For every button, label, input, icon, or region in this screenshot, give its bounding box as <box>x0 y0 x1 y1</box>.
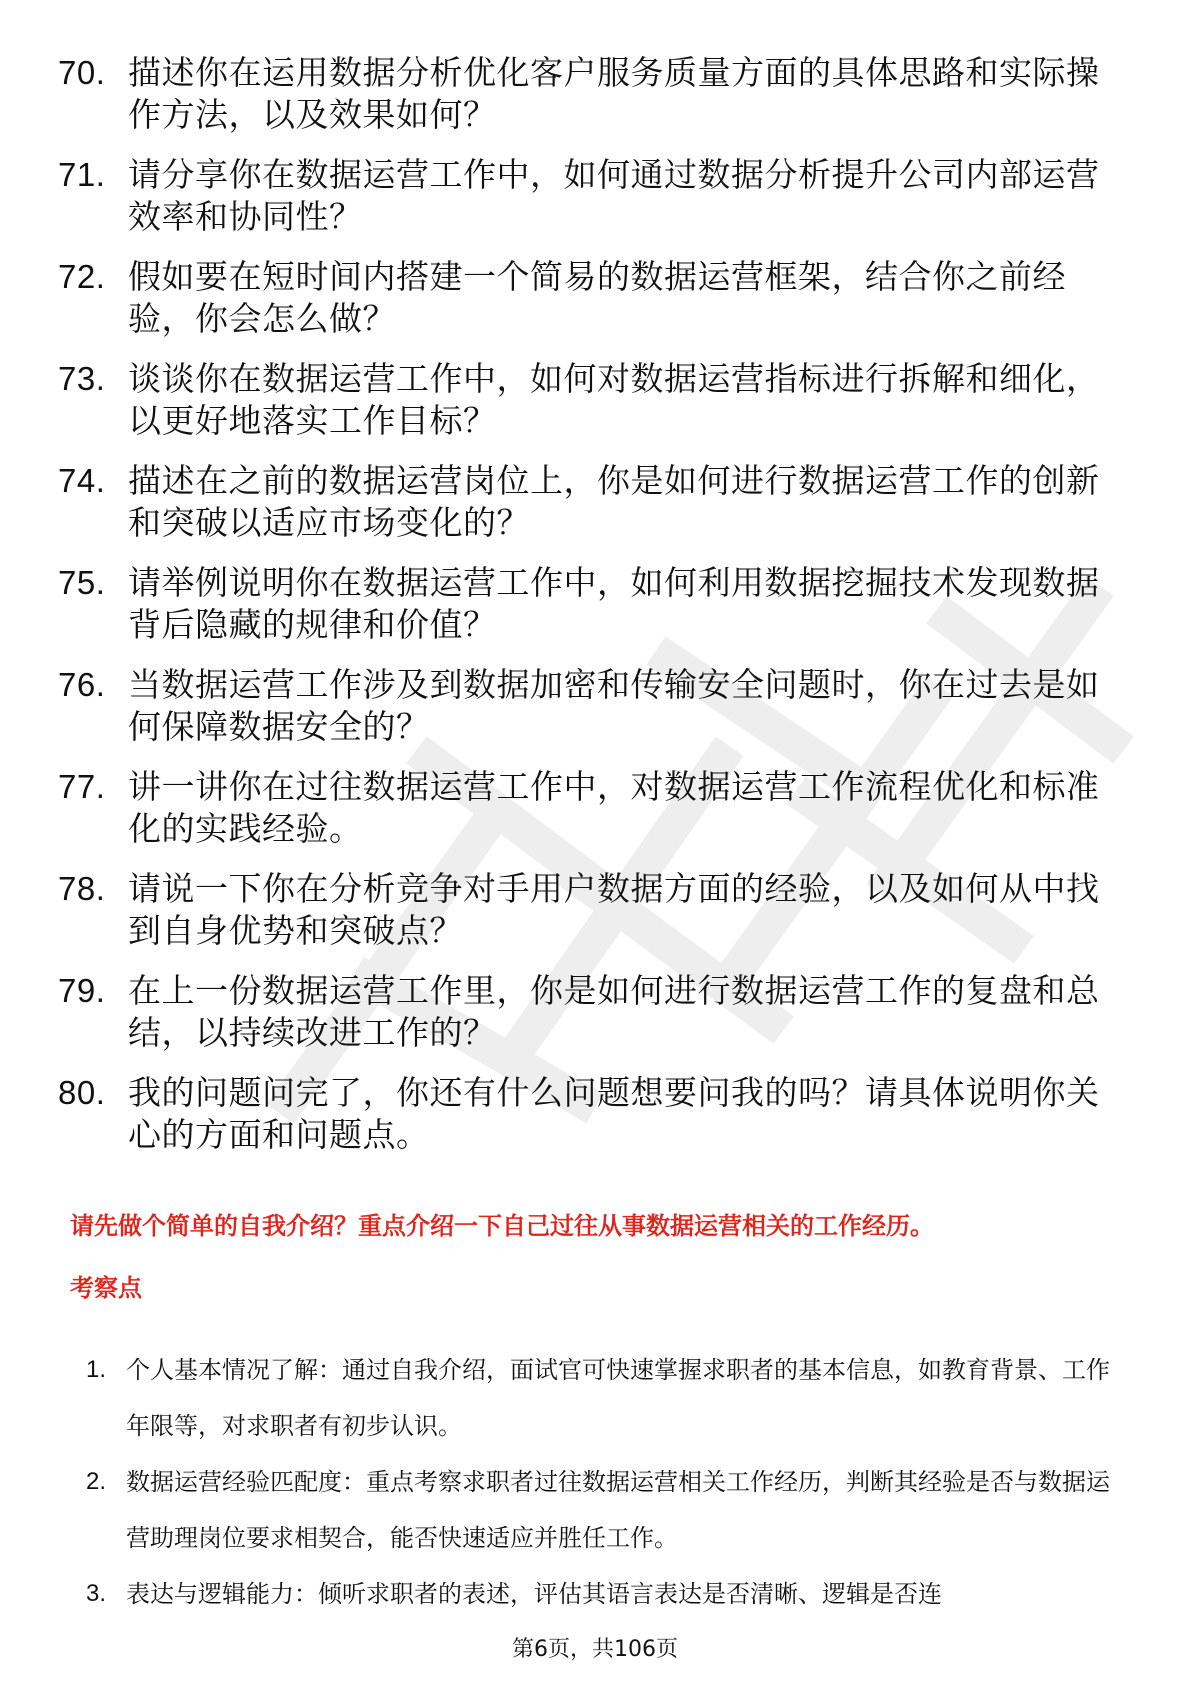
question-number: 77. <box>58 768 106 805</box>
page-footer: 第6页，共106页 <box>512 1637 678 1662</box>
question-text: 谈谈你在数据运营工作中，如何对数据运营指标进行拆解和细化，以更好地落实工作目标？ <box>128 359 1100 440</box>
question-text: 讲一讲你在过往数据运营工作中，对数据运营工作流程优化和标准化的实践经验。 <box>128 767 1100 848</box>
question-item <box>58 460 1108 544</box>
question-text: 请说一下你在分析竞争对手用户数据方面的经验，以及如何从中找到自身优势和突破点？ <box>128 869 1100 950</box>
question-text: 我的问题问完了，你还有什么问题想要问我的吗？请具体说明你关心的方面和问题点。 <box>128 1073 1100 1154</box>
point-number: 2. <box>86 1468 107 1495</box>
question-list <box>58 52 1108 1174</box>
question-item <box>58 256 1108 340</box>
question-item <box>58 154 1108 238</box>
question-number: 78. <box>58 870 106 907</box>
question-item <box>58 1072 1108 1156</box>
question-text: 在上一份数据运营工作里，你是如何进行数据运营工作的复盘和总结，以持续改进工作的？ <box>128 971 1100 1052</box>
question-item <box>58 970 1108 1054</box>
question-number: 73. <box>58 360 106 397</box>
question-item <box>58 358 1108 442</box>
question-number: 72. <box>58 258 106 295</box>
question-number: 70. <box>58 54 106 91</box>
question-text: 假如要在短时间内搭建一个简易的数据运营框架，结合你之前经验，你会怎么做？ <box>128 257 1066 338</box>
assessment-point <box>86 1566 1116 1622</box>
question-number: 76. <box>58 666 106 703</box>
question-item <box>58 766 1108 850</box>
question-number: 79. <box>58 972 106 1009</box>
question-item <box>58 52 1108 136</box>
point-text: 表达与逻辑能力：倾听求职者的表述，评估其语言表达是否清晰、逻辑是否连 <box>126 1580 942 1608</box>
question-text: 描述你在运用数据分析优化客户服务质量方面的具体思路和实际操作方法，以及效果如何？ <box>128 53 1100 134</box>
assessment-point-list <box>86 1342 1116 1622</box>
question-number: 71. <box>58 156 106 193</box>
question-text: 描述在之前的数据运营岗位上，你是如何进行数据运营工作的创新和突破以适应市场变化的？ <box>128 461 1100 542</box>
point-text: 个人基本情况了解：通过自我介绍，面试官可快速掌握求职者的基本信息，如教育背景、工作年限等，对求职者有初步认识。 <box>126 1356 1110 1440</box>
assessment-point <box>86 1454 1116 1566</box>
question-number: 75. <box>58 564 106 601</box>
highlight-question: 请先做个简单的自我介绍？重点介绍一下自己过往从事数据运营相关的工作经历。 <box>70 1212 934 1240</box>
question-number: 80. <box>58 1074 106 1111</box>
section-title: 考察点 <box>70 1274 142 1302</box>
assessment-point <box>86 1342 1116 1454</box>
question-text: 请分享你在数据运营工作中，如何通过数据分析提升公司内部运营效率和协同性？ <box>128 155 1100 236</box>
point-number: 1. <box>86 1356 107 1383</box>
question-item <box>58 868 1108 952</box>
question-item <box>58 562 1108 646</box>
point-number: 3. <box>86 1580 107 1607</box>
point-text: 数据运营经验匹配度：重点考察求职者过往数据运营相关工作经历，判断其经验是否与数据运营助理岗位要求相契合，能否快速适应并胜任工作。 <box>126 1468 1110 1552</box>
question-item <box>58 664 1108 748</box>
question-number: 74. <box>58 462 106 499</box>
question-text: 当数据运营工作涉及到数据加密和传输安全问题时，你在过去是如何保障数据安全的？ <box>128 665 1100 746</box>
question-text: 请举例说明你在数据运营工作中，如何利用数据挖掘技术发现数据背后隐藏的规律和价值？ <box>128 563 1100 644</box>
